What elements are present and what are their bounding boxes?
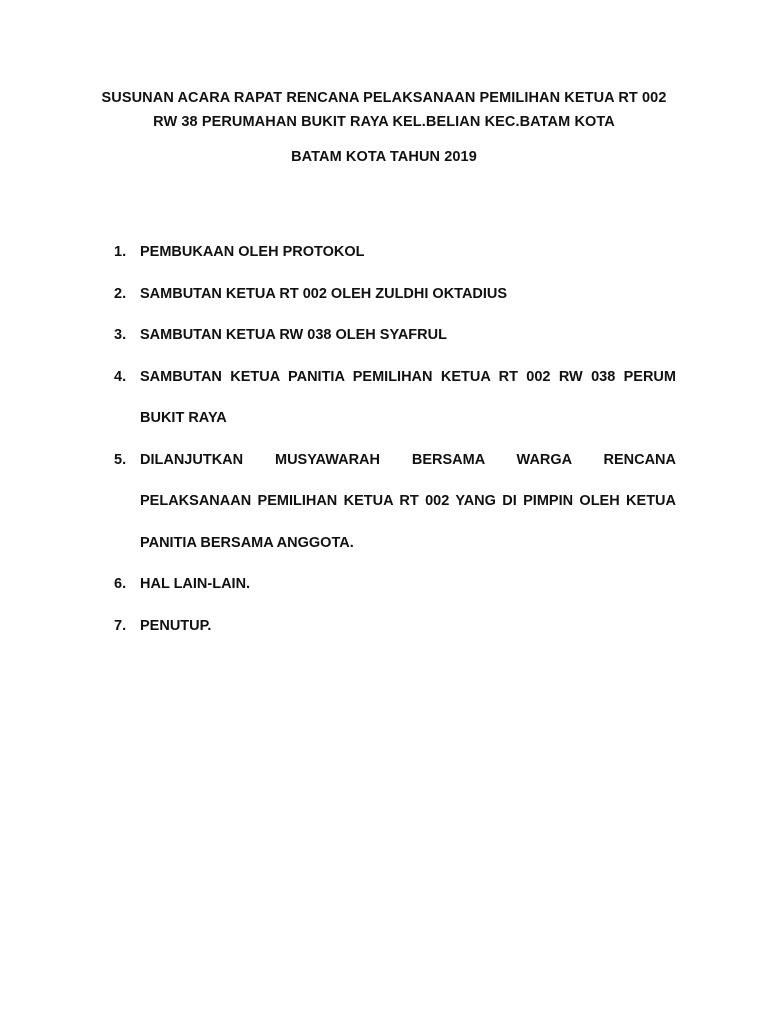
title-line-3: BATAM KOTA TAHUN 2019 <box>291 149 477 165</box>
agenda-item-4 <box>114 357 676 440</box>
agenda-item-1 <box>114 232 676 274</box>
agenda-text: SAMBUTAN KETUA RT 002 OLEH ZULDHI OKTADIUS <box>140 285 508 302</box>
agenda-list <box>114 232 676 647</box>
title-line-1: SUSUNAN ACARA RAPAT RENCANA PELAKSANAAN PEMILIHAN KETUA RT 002 <box>101 90 667 106</box>
agenda-text: HAL LAIN-LAIN. <box>140 576 251 592</box>
agenda-number: 3. <box>114 327 127 343</box>
agenda-number: 2. <box>114 285 127 302</box>
agenda-item-2 <box>114 274 676 316</box>
agenda-text: SAMBUTAN KETUA PANITIA PEMILIHAN KETUA RT 002 RW 038 PERUM BUKIT RAYA <box>140 368 676 426</box>
agenda-number: 5. <box>114 451 127 468</box>
agenda-item-7 <box>114 606 676 648</box>
agenda-text: SAMBUTAN KETUA RW 038 OLEH SYAFRUL <box>140 327 447 343</box>
title-line-2: RW 38 PERUMAHAN BUKIT RAYA KEL.BELIAN KEC.BATAM KOTA <box>153 114 615 130</box>
agenda-item-3 <box>114 315 676 357</box>
agenda-number: 1. <box>114 244 127 260</box>
agenda-text: PENUTUP. <box>140 617 212 634</box>
agenda-text: DILANJUTKAN MUSYAWARAH BERSAMA WARGA RENCANA PELAKSANAAN PEMILIHAN KETUA RT 002 YANG DI PIMPIN OLEH KETUA PANITIA BERSAMA ANGGOTA. <box>140 451 676 551</box>
agenda-number: 4. <box>114 368 127 385</box>
agenda-item-6 <box>114 564 676 606</box>
agenda-number: 6. <box>114 576 127 592</box>
agenda-text: PEMBUKAAN OLEH PROTOKOL <box>140 244 365 260</box>
agenda-number: 7. <box>114 617 127 634</box>
agenda-item-5 <box>114 440 676 565</box>
